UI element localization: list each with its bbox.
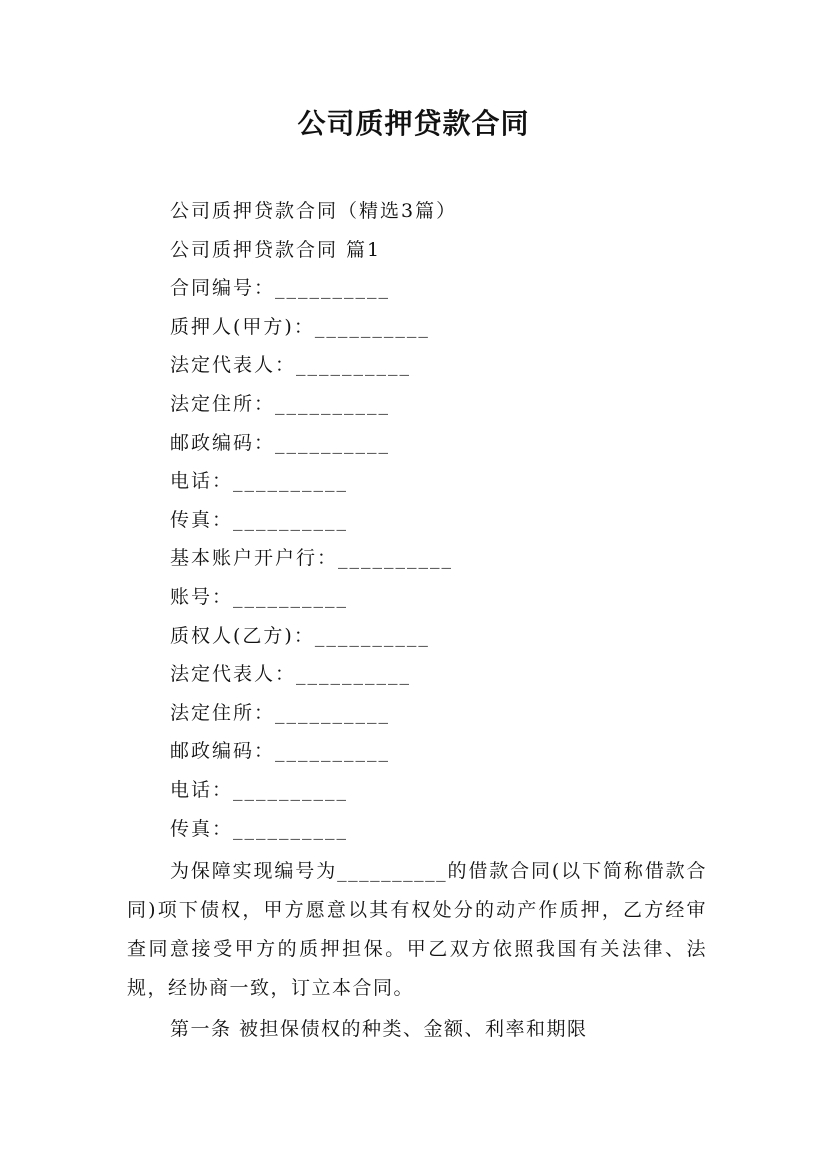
article-1-heading: 第一条 被担保债权的种类、金额、利率和期限 bbox=[170, 1018, 588, 1040]
pledgor-legal-rep-line: 法定代表人：__________ bbox=[170, 354, 412, 377]
pledgee-line: 质权人(乙方)：__________ bbox=[170, 624, 430, 647]
pledgor-postcode-line: 邮政编码：__________ bbox=[170, 431, 391, 454]
pledgee-legal-rep-line: 法定代表人：__________ bbox=[170, 663, 412, 686]
pledgor-bank-line: 基本账户开户行：__________ bbox=[170, 547, 454, 570]
pledgor-fax-line: 传真：__________ bbox=[170, 508, 349, 531]
preamble-paragraph: 为保障实现编号为__________的借款合同(以下简称借款合同)项下债权，甲方愿意以其有权处分的动产作质押，乙方经审查同意接受甲方的质押担保。甲乙双方依照我国有关法律、法规，经协商一致，订立本合同。 bbox=[127, 860, 707, 999]
pledgee-phone-line: 电话：__________ bbox=[170, 778, 349, 801]
pledgor-address-line: 法定住所：__________ bbox=[170, 392, 391, 415]
pledgee-postcode-line: 邮政编码：__________ bbox=[170, 740, 391, 763]
pledgor-account-line: 账号：__________ bbox=[170, 585, 349, 608]
pledgor-line: 质押人(甲方)：__________ bbox=[170, 315, 430, 338]
contract-number-line: 合同编号：__________ bbox=[170, 277, 391, 300]
pledgee-fax-line: 传真：__________ bbox=[170, 817, 349, 840]
pledgor-phone-line: 电话：__________ bbox=[170, 470, 349, 493]
pledgee-address-line: 法定住所：__________ bbox=[170, 701, 391, 724]
subtitle-line: 公司质押贷款合同（精选3篇） bbox=[170, 200, 458, 222]
document-title: 公司质押贷款合同 bbox=[297, 107, 530, 140]
section-heading-line: 公司质押贷款合同 篇1 bbox=[170, 238, 382, 261]
contract-header-lines bbox=[170, 195, 457, 851]
